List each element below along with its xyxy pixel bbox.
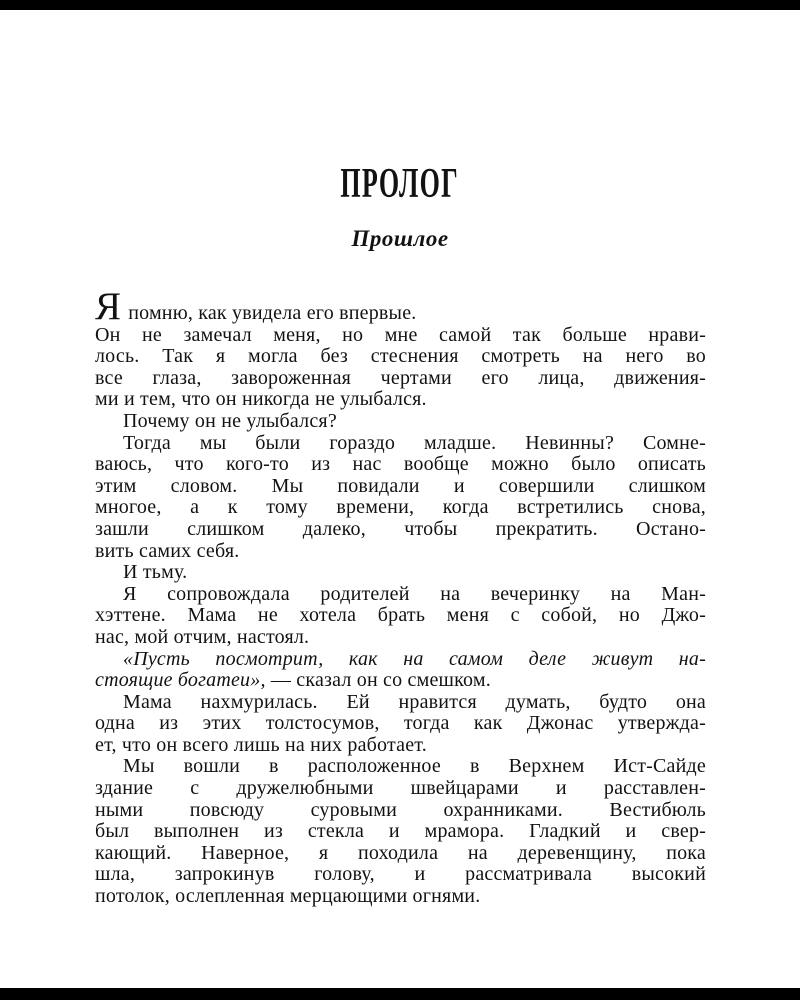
text-segment: стоящие богатеи»,: [95, 669, 266, 692]
text-line: [95, 411, 706, 433]
text-line: [95, 670, 706, 692]
text-segment: шла, запрокинув голову, и рассматривала высокий: [95, 863, 706, 886]
text-line: [95, 497, 706, 519]
text-segment: здание с дружелюбными швейцарами и расставлен-: [95, 777, 706, 800]
text-line: [95, 756, 706, 778]
text-segment: ми и тем, что он никогда не улыбался.: [95, 388, 427, 411]
text-segment: Мама нахмурилась. Ей нравится думать, будто она: [123, 690, 706, 713]
text-line: [95, 325, 706, 347]
page-bottom-edge: [0, 988, 800, 1000]
raised-cap: Я: [95, 285, 122, 328]
text-segment: ваюсь, что кого-то из нас вообще можно было описать: [95, 453, 706, 476]
text-segment: многое, а к тому времени, когда встретились снова,: [95, 496, 706, 519]
text-segment: лось. Так я могла без стеснения смотреть на него во: [95, 345, 706, 368]
text-line: [95, 433, 706, 455]
text-segment: был выполнен из стекла и мрамора. Гладкий и свер-: [95, 820, 706, 843]
text-line: [95, 778, 706, 800]
chapter-title: [0, 160, 800, 208]
text-line: [95, 713, 706, 735]
text-line: [95, 454, 706, 476]
text-line: [95, 692, 706, 714]
text-line: [95, 735, 706, 757]
text-segment: «Пусть посмотрит, как на самом деле живут на-: [123, 647, 706, 670]
text-line: [95, 389, 706, 411]
text-line: [95, 584, 706, 606]
text-line: [95, 285, 706, 328]
text-segment: кающий. Наверное, я походила на деревенщину, пока: [95, 841, 706, 864]
text-segment: И тьму.: [123, 561, 188, 584]
text-line: [95, 368, 706, 390]
text-segment: хэттене. Мама не хотела брать меня с собой, но Джо-: [95, 604, 706, 627]
text-segment: этим словом. Мы повидали и совершили слишком: [95, 474, 706, 497]
text-segment: Тогда мы были гораздо младше. Невинны? Сомне-: [123, 431, 706, 454]
text-segment: одна из этих толстосумов, тогда как Джонас утвержда-: [95, 712, 706, 735]
text-line: [95, 605, 706, 627]
text-segment: нас, мой отчим, настоял.: [95, 625, 310, 648]
text-segment: ет, что он всего лишь на них работает.: [95, 733, 427, 756]
text-segment: Я сопровождала родителей на вечеринку на Ман-: [123, 582, 706, 605]
text-line: [95, 649, 706, 671]
text-segment: вить самих себя.: [95, 539, 240, 562]
text-segment: — сказал он со смешком.: [265, 669, 491, 692]
text-line: [95, 843, 706, 865]
text-segment: все глаза, завороженная чертами его лица, движения-: [95, 366, 706, 389]
text-segment: помню, как увидела его впервые.: [128, 302, 417, 324]
text-line: [95, 864, 706, 886]
text-line: [95, 886, 706, 908]
section-subtitle: Прошлое: [351, 226, 449, 251]
text-line: [95, 541, 706, 563]
text-line: [95, 346, 706, 368]
chapter-title-text: ПРОЛОГ: [340, 161, 460, 207]
text-segment: ными повсюду суровыми охранниками. Вестибюль: [95, 798, 706, 821]
text-block: [95, 285, 706, 908]
text-line: [95, 800, 706, 822]
text-line: [95, 519, 706, 541]
page-top-edge: [0, 0, 800, 10]
text-line: [95, 627, 706, 649]
text-segment: потолок, ослепленная мерцающими огнями.: [95, 885, 481, 908]
text-segment: Мы вошли в расположенное в Верхнем Ист-Сайде: [123, 755, 706, 778]
text-segment: зашли слишком далеко, чтобы прекратить. Остано-: [95, 517, 706, 540]
text-line: [95, 476, 706, 498]
text-line: [95, 821, 706, 843]
text-segment: Он не замечал меня, но мне самой так больше нрави-: [95, 323, 706, 346]
text-segment: Почему он не улыбался?: [123, 409, 337, 432]
text-line: [95, 562, 706, 584]
